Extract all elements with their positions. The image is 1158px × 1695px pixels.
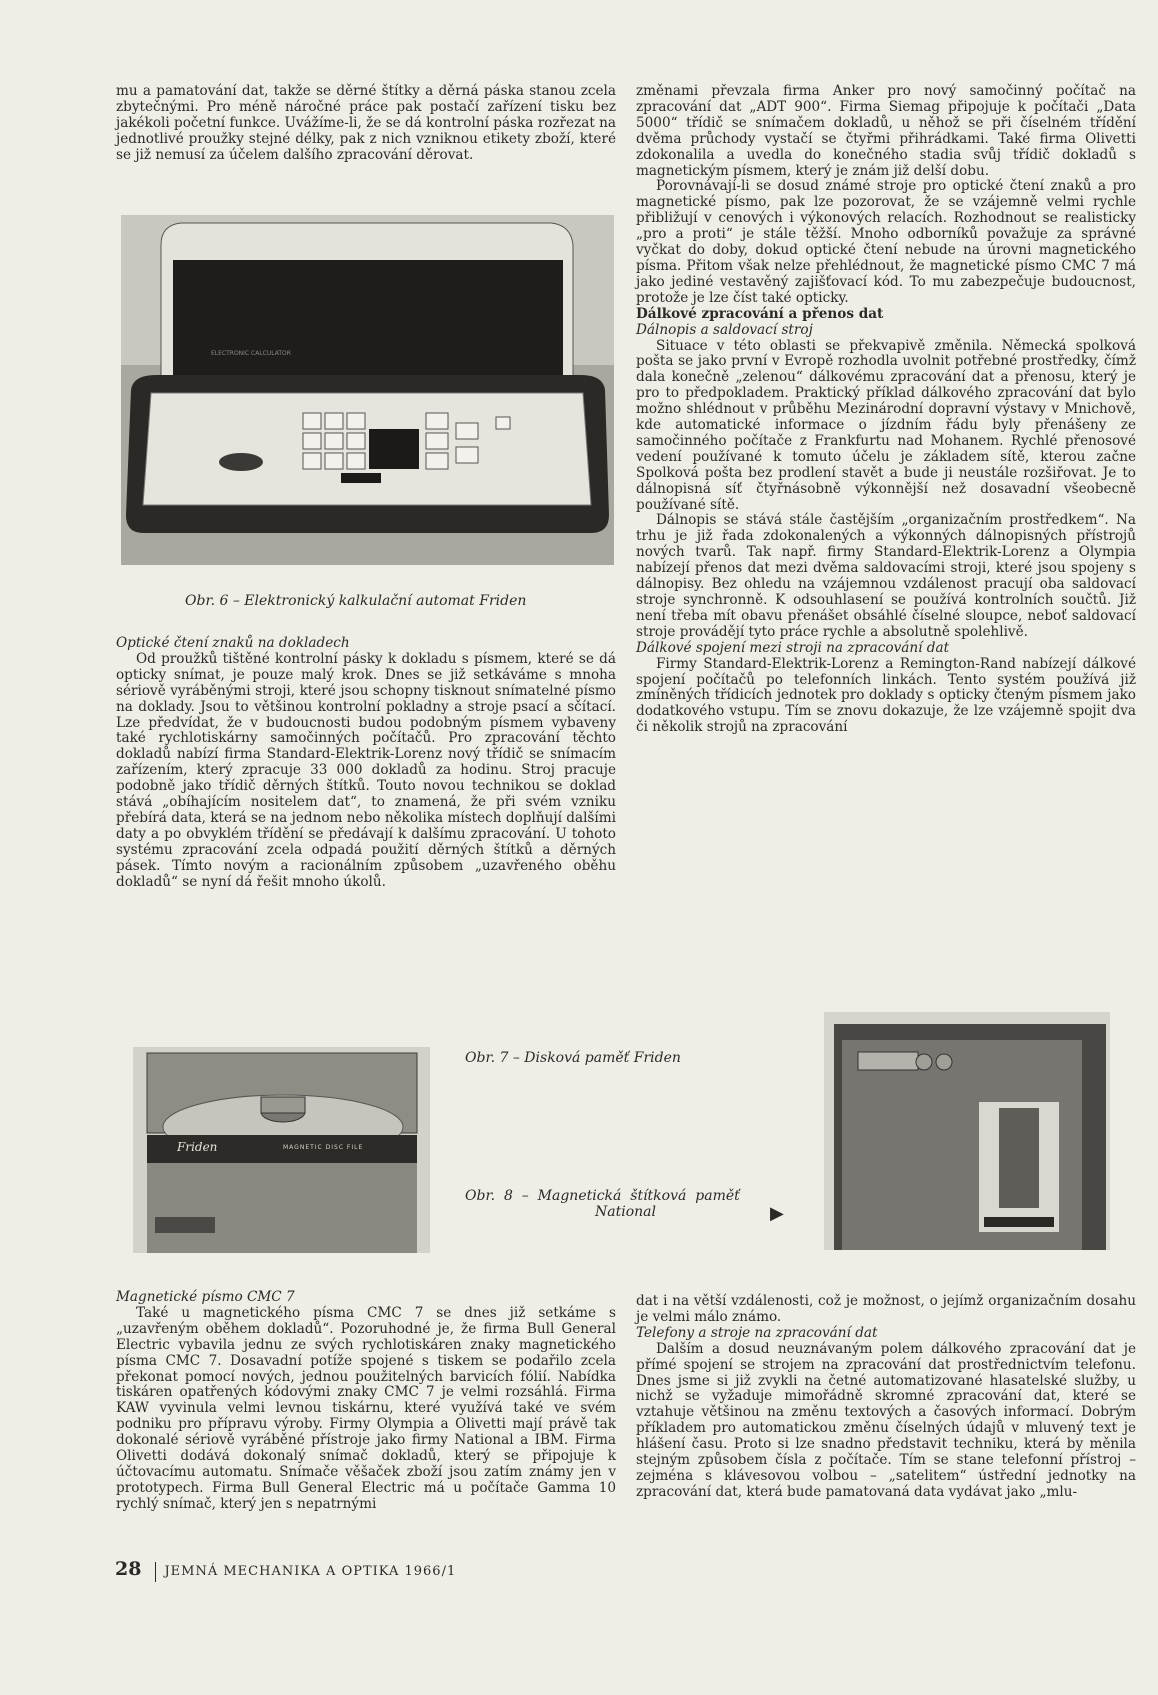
bottom-left-column xyxy=(116,1290,616,1513)
figure-8-caption-line1: Obr. 8 – Magnetická štítková paměť xyxy=(465,1188,740,1204)
paragraph: Dalším a dosud neuznávaným polem dálkového zpracování dat je přímé spojení se strojem na zpracování dat prostřednictvím telefonu. Dnes jsme si již zvykli na četné automatizované hlasatelské služby, u nichž se vyžaduje mimořádně skromné zpracování dat, které se vztahuje většinou na změnu textových a časových informací. Dobrým příkladem pro automatickou změnu číselných údajů v mluvený text je hlášení času. Proto si lze snadno představit techniku, která by měnila stejným způsobem čísla z počítače. Tím se stane telefonní přístroj – zejména s klávesovou volbou – „satelitem“ ústřední jednotky na zpracování dat, která bude pamatovaná data vydávat jako „mlu- xyxy=(636,1340,1136,1500)
paragraph: Firmy Standard-Elektrik-Lorenz a Remington-Rand nabízejí dálkové spojení počítačů po telefonních linkách. Tento systém používá již zmíněných třídicích jednotek pro doklady s opticky čteným písmem jako dodatkového vstupu. Tím se znovu dokazuje, že lze vzájemně spojit dva či několik strojů na zpracování xyxy=(636,655,1136,736)
card-memory-image xyxy=(824,1012,1110,1250)
paragraph: Dálnopis se stává stále častějším „organizačním prostředkem“. Na trhu je již řada zdokonalených a výkonných dálnopisných přístrojů nových tvarů. Tak např. firmy Standard-Elektrik-Lorenz a Olympia nabízejí přenos dat mezi dvěma saldovacími stroji, které jsou spojeny s dálnopisy. Bez ohledu na vzájemnou vzdálenost pracují oba saldovací stroje synchronně. K odsouhlasení se používá kontrolních součtů. Již není třeba mít obavu přenášet obsáhlé číselné sloupce, neboť saldovací stroje provádějí tyto práce rychle a absolutně spolehlivě. xyxy=(636,512,1136,640)
paragraph: Situace v této oblasti se překvapivě změnila. Německá spolková pošta se jako první v Evropě rozhodla uvolnit potřebné prostředky, čímž dala konečně „zelenou“ dálkovému zpracování dat a přenosu, který je pro to předpokladem. Praktický příklad dálkového zpracování dat bylo možno shlédnout v průběhu Mezinárodní dopravní výstavy v Mnichově, kde automatické informace o jízdním řádu byly přenášeny ze samočinného počítače z Frankfurtu nad Mohanem. Rychlé přenosové vedení používané k tomuto účelu je základem sítě, kterou začne Spolková pošta bez prodlení stavět a bude ji neustále rozšiřovat. Je to dálnopisná síť čtyřnásobně výkonnější než dosavadní všeobecně používané sítě. xyxy=(636,337,1136,513)
page-number: 28 xyxy=(115,1558,142,1580)
svg-text:ELECTRONIC CALCULATOR: ELECTRONIC CALCULATOR xyxy=(211,350,291,357)
figure-6-caption: Obr. 6 – Elektronický kalkulační automat Friden xyxy=(185,593,527,609)
paragraph: mu a pamatování dat, takže se děrné štítky a děrná páska stanou zcela zbytečnými. Pro méně náročné práce pak postačí zařízení tisku bez jakékoli početní funkce. Uvážíme-li, že se dá kontrolní páska rozřezat na jednotlivé proužky stejné délky, pak z nich vzniknou etikety zboží, které se již nemusí za účelem dalšího zpracování děrovat. xyxy=(116,83,616,163)
left-column-top xyxy=(116,84,616,164)
subheading-remote-connection: Dálkové spojení mezi stroji na zpracování dat xyxy=(636,639,950,656)
left-column-main xyxy=(116,636,616,891)
figure-7-photo xyxy=(133,1047,430,1253)
friden-logo: Friden xyxy=(177,1140,218,1154)
section-heading: Dálkové zpracování a přenos dat xyxy=(636,305,884,322)
footer-divider xyxy=(155,1562,156,1582)
calculator-image xyxy=(121,215,614,565)
paragraph: Od proužků tištěné kontrolní pásky k dokladu s písmem, které se dá opticky snímat, je pouze malý krok. Dnes se již setkáváme s mnoha sériově vyráběnými stroji, které jsou schopny tisknout snímatelné písmo na doklady. Jsou to většinou kontrolní pokladny a stroje psací a sčítací. Lze předvídat, že v budoucnosti budou podobným písmem vybaveny také rychlotiskárny samočinných počítačů. Pro zpracování těchto dokladů nabízí firma Standard-Elektrik-Lorenz nový třídič se snímacím zařízením, který zpracuje 33 000 dokladů za hodinu. Stroj pracuje podobně jako třídič děrných štítků. Touto novou technikou se doklad stává „obíhajícím nositelem dat“, to znamená, že při svém vzniku přebírá data, která se na jednom nebo několika místech doplňují dalšími daty a po obvyklém třídění se předávají k dalšímu zpracování. U tohoto systému zpracování zcela odpadá použití děrných štítků a děrných pásek. Tímto novým a racionálním způsobem „uzavřeného oběhu dokladů“ se nyní dá řešit mnoho úkolů. xyxy=(116,650,616,890)
figure-8-photo xyxy=(824,1012,1110,1250)
journal-title: JEMNÁ MECHANIKA A OPTIKA 1966/1 xyxy=(164,1564,457,1579)
figure-6-photo xyxy=(121,215,614,565)
paragraph: změnami převzala firma Anker pro nový samočinný počítač na zpracování dat „ADT 900“. Firma Siemag připojuje k počítači „Data 5000“ třídič se snímačem dokladů, u něhož se při číselném třídění dvěma průchody vystačí se čtyřmi přihrádkami. Také firma Olivetti zdokonalila a uvedla do konečného stadia svůj třídič dokladů s magnetickým písmem, který je znám již delší dobu. xyxy=(636,83,1136,179)
subheading-cmc7: Magnetické písmo CMC 7 xyxy=(116,1289,295,1305)
disc-file-label: MAGNETIC DISC FILE xyxy=(283,1144,364,1151)
page-footer xyxy=(115,1558,456,1582)
figure-8-caption-line2: National xyxy=(595,1204,656,1220)
subheading-telephones: Telefony a stroje na zpracování dat xyxy=(636,1324,878,1341)
paragraph: Porovnávají-li se dosud známé stroje pro optické čtení znaků a pro magnetické písmo, pak lze pozorovat, že se vzájemně velmi rychle přibližují v cenových i výkonových relacích. Rozhodnout se realisticky „pro a proti“ je stále těžší. Mnoho odborníků považuje za správné vyčkat do doby, dokud optické čtení nebude na úrovni magnetického písma. Přitom však nelze přehlédnout, že magnetické písmo CMC 7 má jako jediné vestavěný zajišťovací kód. To mu zabezpečuje budoucnost, protože je lze číst také opticky. xyxy=(636,178,1136,306)
arrow-pointer: ▶ xyxy=(770,1203,784,1224)
subheading-optical-reading: Optické čtení znaků na dokladech xyxy=(116,635,350,651)
paragraph: Také u magnetického písma CMC 7 se dnes již setkáme s „uzavřeným oběhem dokladů“. Pozoruhodné je, že firma Bull General Electric vybavila jednu ze svých rychlotiskáren znaky magnetického písma CMC 7. Dosavadní potíže spojené s tiskem se podařilo zcela překonat pomocí nových, jednou použitelných barvicích fólií. Nabídka tiskáren opatřených kódovými znaky CMC 7 je velmi rozsáhlá. Firma KAW vyvinula velmi levnou tiskárnu, které využívá také ve svém podniku pro přípravu výroby. Firmy Olympia a Olivetti mají právě tak dokonalé sériově vyráběné přístroje jako firmy National a IBM. Firma Olivetti dodává dokonalý snímač dokladů, který se připojuje k účtovacímu automatu. Snímače věšaček zboží jsou zatím známy jen v prototypech. Firma Bull General Electric má u počítače Gamma 10 rychlý snímač, který jen s nepatrnými xyxy=(116,1304,616,1512)
subheading-teleprinter: Dálnopis a saldovací stroj xyxy=(636,321,813,338)
figure-7-caption: Obr. 7 – Disková paměť Friden xyxy=(465,1050,681,1066)
bottom-right-column xyxy=(636,1294,1136,1501)
paragraph: dat i na větší vzdálenosti, což je možnost, o jejímž organizačním dosahu je velmi málo známo. xyxy=(636,1293,1136,1325)
right-column xyxy=(636,84,1136,736)
